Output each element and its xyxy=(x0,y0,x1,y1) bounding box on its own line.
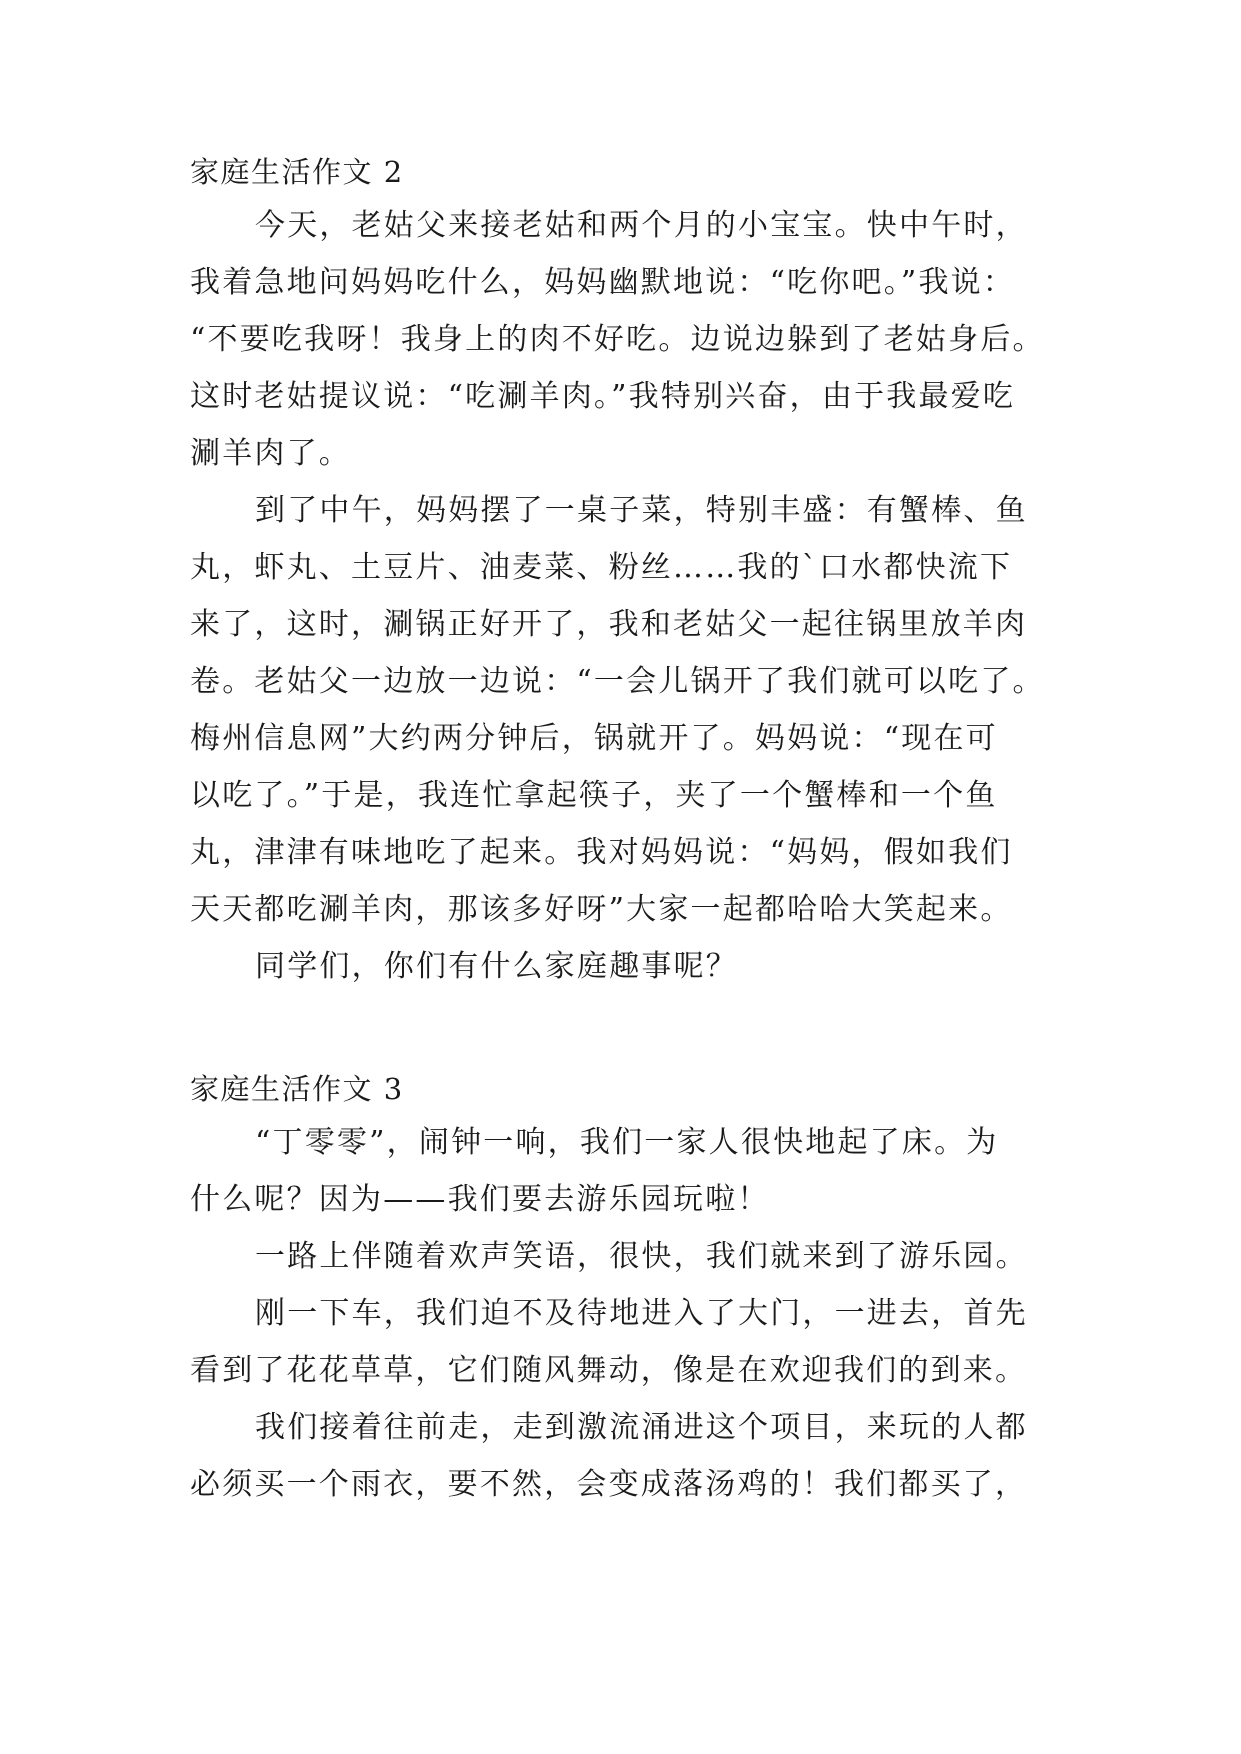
paragraph-line: 这时老姑提议说：“吃涮羊肉。”我特别兴奋，由于我最爱吃 xyxy=(190,379,1016,414)
paragraph-line: 今天，老姑父来接老姑和两个月的小宝宝。快中午时， xyxy=(255,208,1028,243)
paragraph-line: 看到了花花草草，它们随风舞动，像是在欢迎我们的到来。 xyxy=(190,1353,1028,1388)
paragraph-line: 必须买一个雨衣，要不然，会变成落汤鸡的！我们都买了， xyxy=(190,1467,1028,1502)
paragraph-line: 我着急地问妈妈吃什么，妈妈幽默地说：“吃你吧。”我说： xyxy=(190,265,1016,300)
paragraph-line: 卷。老姑父一边放一边说：“一会儿锅开了我们就可以吃了。 xyxy=(190,664,1045,699)
section-title-2: 家庭生活作文 2 xyxy=(190,155,404,189)
paragraph-line: 以吃了。”于是，我连忙拿起筷子，夹了一个蟹棒和一个鱼 xyxy=(190,778,998,813)
paragraph-line: 一路上伴随着欢声笑语，很快，我们就来到了游乐园。 xyxy=(255,1239,1028,1274)
paragraph-line: 丸，虾丸、土豆片、油麦菜、粉丝……我的`口水都快流下 xyxy=(190,550,1013,585)
paragraph-line: 涮羊肉了。 xyxy=(190,436,351,471)
paragraph-line: 刚一下车，我们迫不及待地进入了大门，一进去，首先 xyxy=(255,1296,1028,1331)
paragraph-line: 同学们，你们有什么家庭趣事呢？ xyxy=(255,949,738,984)
section-title-3: 家庭生活作文 3 xyxy=(190,1072,404,1106)
paragraph-line: 什么呢？因为——我们要去游乐园玩啦！ xyxy=(190,1182,770,1217)
paragraph-line: 我们接着往前走，走到激流涌进这个项目，来玩的人都 xyxy=(255,1410,1028,1445)
paragraph-line: 天天都吃涮羊肉，那该多好呀”大家一起都哈哈大笑起来。 xyxy=(190,892,1013,927)
paragraph-line: 梅州信息网”大约两分钟后，锅就开了。妈妈说：“现在可 xyxy=(190,721,998,756)
paragraph-line: “不要吃我呀！我身上的肉不好吃。边说边躲到了老姑身后。 xyxy=(190,322,1045,357)
paragraph-line: 来了，这时，涮锅正好开了，我和老姑父一起往锅里放羊肉 xyxy=(190,607,1028,642)
paragraph-line: 到了中午，妈妈摆了一桌子菜，特别丰盛：有蟹棒、鱼 xyxy=(255,493,1028,528)
paragraph-line: 丸，津津有味地吃了起来。我对妈妈说：“妈妈，假如我们 xyxy=(190,835,1013,870)
paragraph-line: “丁零零”，闹钟一响，我们一家人很快地起了床。为 xyxy=(255,1125,999,1160)
